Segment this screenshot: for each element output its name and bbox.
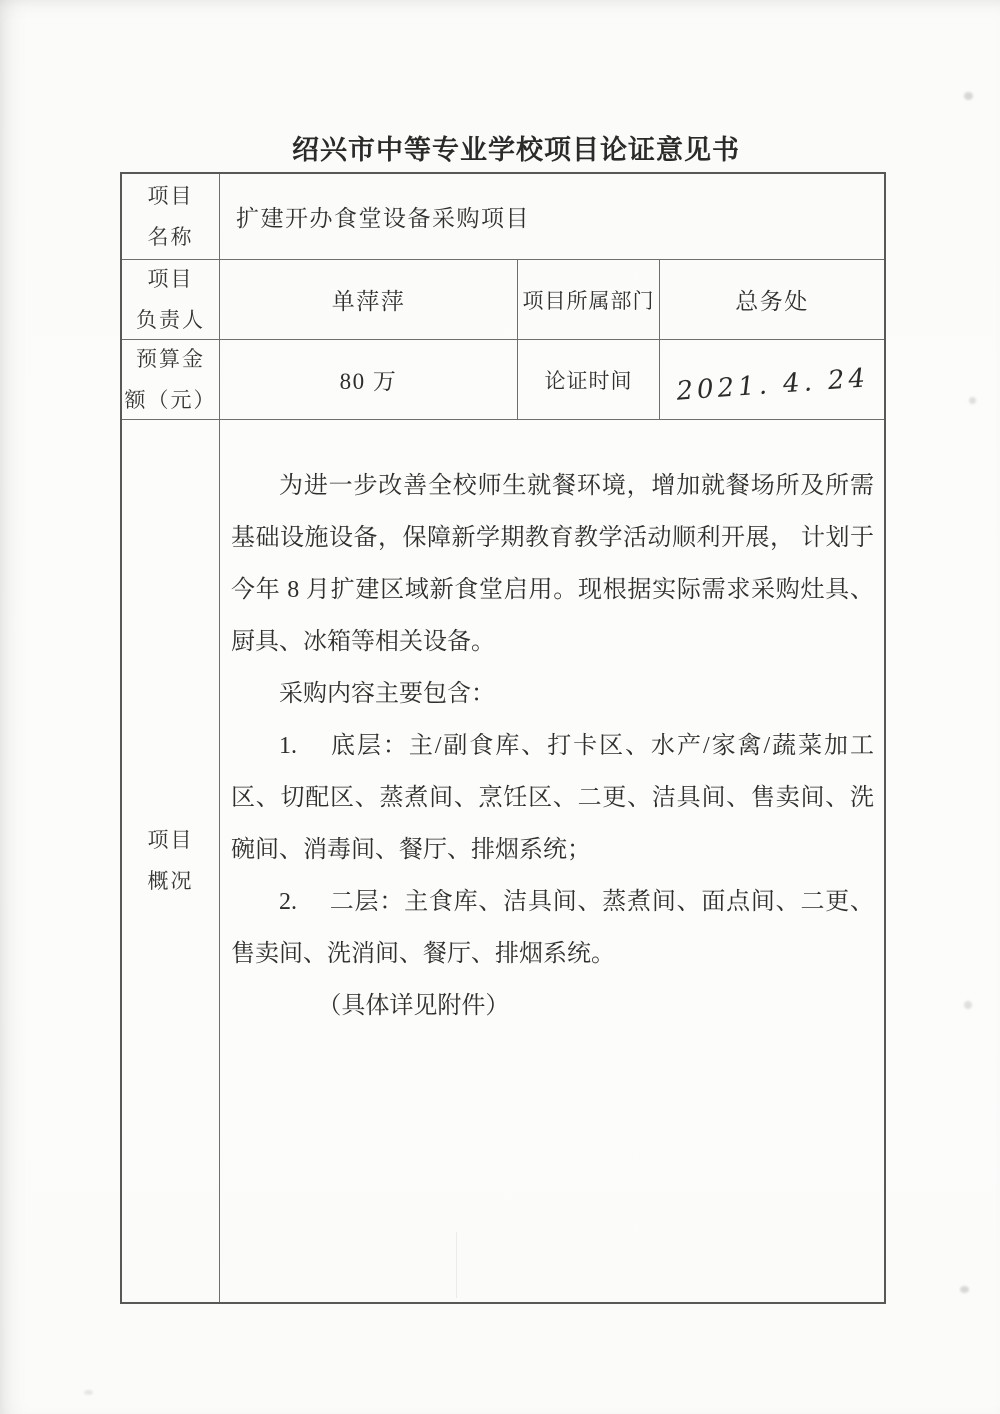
- project-leader-value: 单萍萍: [220, 260, 518, 340]
- scan-speck: [969, 397, 976, 404]
- label-text: 项目: [147, 828, 194, 852]
- item-text: 二层：主食库、洁具间、蒸煮间、面点间、二更、售卖间、洗消间、餐厅、排烟系统。: [231, 889, 874, 967]
- attachment-note: （具体详见附件）: [317, 993, 510, 1019]
- scan-speck: [960, 1286, 969, 1293]
- label-text: 负责人: [136, 307, 205, 332]
- budget-value: 80 万: [220, 340, 518, 420]
- label-department: 项目所属部门: [518, 260, 660, 340]
- page-title: 绍兴市中等专业学校项目论证意见书: [292, 135, 740, 165]
- scan-speck: [964, 1001, 972, 1009]
- label-project-overview: [122, 420, 220, 1302]
- label-budget-amount: [122, 340, 220, 420]
- scan-speck: [964, 92, 973, 100]
- project-overview-content: [220, 420, 884, 1302]
- review-date-cell: [660, 340, 884, 420]
- handwritten-date: 2021. 4. 24: [675, 362, 870, 407]
- label-text: 预算金: [136, 346, 205, 371]
- department-value: 总务处: [660, 260, 884, 340]
- label-project-leader: [122, 260, 220, 340]
- item-number: 1.: [279, 733, 297, 759]
- overview-item-1: [231, 720, 874, 876]
- item-text: 底层：主/副食库、打卡区、水产/家禽/蔬菜加工区、切配区、蒸煮间、烹饪区、二更、洁具间、售卖间、洗碗间、消毒间、餐厅、排烟系统；: [231, 733, 874, 863]
- overview-paragraph-contents: 采购内容主要包含：: [279, 681, 495, 707]
- label-text: 额（元）: [124, 387, 217, 412]
- overview-item-2: [231, 876, 874, 980]
- label-project-name: [122, 174, 220, 260]
- scan-speck: [84, 1390, 93, 1395]
- item-number: 2.: [279, 889, 297, 915]
- overview-paragraph-intro: 为进一步改善全校师生就餐环境，增加就餐场所及所需基础设施设备，保障新学期教育教学活动顺利开展， 计划于今年 8 月扩建区域新食堂启用。现根据实际需求采购灶具、厨具、冰箱等相关设备。: [231, 473, 874, 655]
- scan-artifact-line: [456, 1232, 457, 1298]
- label-text: 项目: [147, 266, 194, 291]
- label-review-date: 论证时间: [518, 340, 660, 420]
- project-name-value: 扩建开办食堂设备采购项目: [220, 174, 884, 260]
- label-text: 概况: [147, 869, 194, 893]
- form-table: [120, 172, 886, 1304]
- label-text: 项目: [147, 183, 194, 208]
- label-text: 名称: [147, 224, 194, 249]
